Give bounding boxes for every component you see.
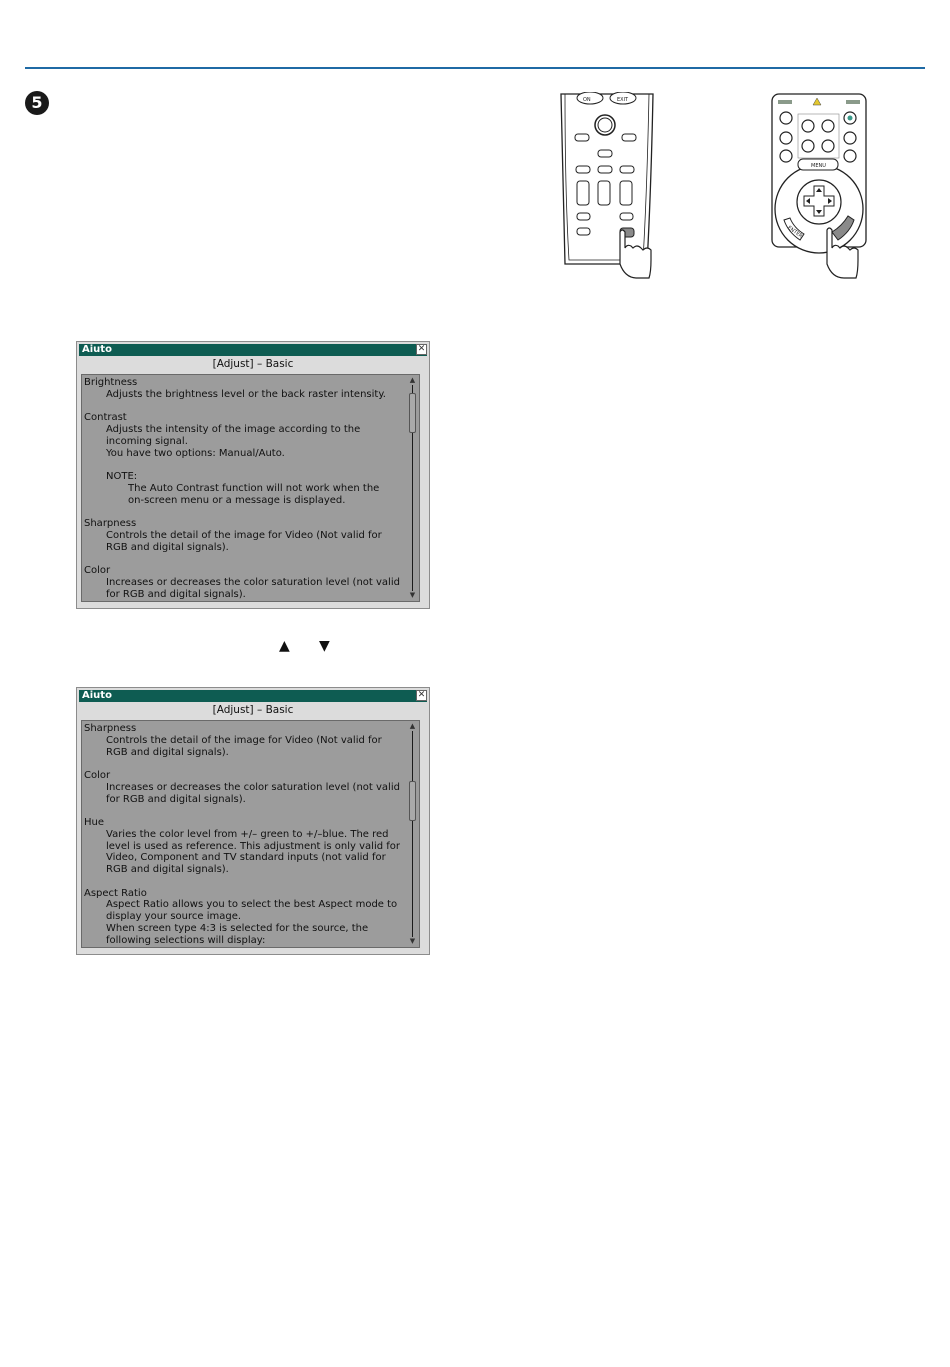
help-text <box>84 377 410 600</box>
scrollbar[interactable] <box>409 377 416 599</box>
help-text <box>84 723 410 946</box>
help-text-line: Video, Component and TV standard inputs (not valid for <box>106 852 386 864</box>
remote-left-label: ON <box>583 97 591 103</box>
help-topic-heading: Hue <box>84 817 105 828</box>
help-content-area[interactable] <box>81 720 420 948</box>
scroll-thumb[interactable] <box>409 781 416 821</box>
help-content-area[interactable] <box>81 374 420 602</box>
help-topic-heading: Sharpness <box>84 723 137 734</box>
help-text-line: for RGB and digital signals). <box>106 588 246 600</box>
scroll-up-arrow-icon[interactable]: ▲ <box>409 376 416 384</box>
help-text-line <box>84 553 410 565</box>
help-text-line <box>84 459 410 471</box>
remote-right-label: EXIT <box>617 97 629 103</box>
window-titlebar <box>79 344 427 356</box>
step-number-badge: 5 <box>25 91 49 115</box>
window-titlebar <box>79 690 427 702</box>
help-text-line: Adjusts the intensity of the image according to the <box>106 424 361 435</box>
window-subtitle: [Adjust] – Basic <box>212 358 294 370</box>
help-text-line: level is used as reference. This adjustment is only valid for <box>106 840 401 852</box>
scroll-down-arrow-icon[interactable]: ▼ <box>409 591 416 599</box>
help-text-line: NOTE: <box>106 471 138 482</box>
help-text-line <box>84 805 410 817</box>
scroll-down-arrow-icon[interactable]: ▼ <box>409 937 416 945</box>
remote-menu-label: MENU <box>811 163 826 169</box>
help-text-line: RGB and digital signals). <box>106 864 229 875</box>
remote-control-handheld-illustration <box>555 92 660 282</box>
window-subtitle: [Adjust] – Basic <box>212 704 294 716</box>
help-text-line <box>84 506 410 518</box>
help-text-line: You have two options: Manual/Auto. <box>106 447 285 459</box>
down-arrow-icon: ▼ <box>319 638 330 654</box>
help-text-line <box>84 876 410 888</box>
up-arrow-icon: ▲ <box>279 638 290 654</box>
close-icon[interactable]: ✕ <box>417 344 426 354</box>
help-text-line <box>84 758 410 770</box>
help-topic-heading: Sharpness <box>84 518 137 529</box>
help-text-line: incoming signal. <box>106 435 188 447</box>
help-topic-heading: Color <box>84 565 111 576</box>
help-text-line: Increases or decreases the color saturation level (not valid <box>106 781 400 793</box>
help-topic-heading: Contrast <box>84 412 127 424</box>
help-text-line: for RGB and digital signals). <box>106 793 246 805</box>
help-text-line: Controls the detail of the image for Video (Not valid for <box>106 734 382 746</box>
help-text-line <box>84 401 410 413</box>
help-topic-heading: Color <box>84 770 111 781</box>
help-text-line: display your source image. <box>106 911 242 922</box>
help-text-line: RGB and digital signals). <box>106 541 229 553</box>
scroll-thumb[interactable] <box>409 393 416 433</box>
help-text-line: Adjusts the brightness level or the back raster intensity. <box>106 388 386 400</box>
help-text-line: The Auto Contrast function will not work when the <box>128 482 380 494</box>
help-text-line: Aspect Ratio allows you to select the best Aspect mode to <box>106 899 398 911</box>
remote-control-panel-illustration <box>770 92 870 282</box>
remote-enter-label: ENTER <box>786 225 804 240</box>
header-rule <box>25 67 925 69</box>
help-topic-heading: Aspect Ratio <box>84 887 147 899</box>
help-text-line: following selections will display: <box>106 934 266 946</box>
scrollbar[interactable] <box>409 723 416 945</box>
close-icon[interactable]: ✕ <box>417 690 426 700</box>
help-text-line: Increases or decreases the color saturation level (not valid <box>106 576 400 588</box>
window-title: Aiuto <box>82 690 112 701</box>
help-text-line: RGB and digital signals). <box>106 746 229 758</box>
help-topic-heading: Brightness <box>84 377 138 388</box>
help-window-2 <box>76 687 430 955</box>
scroll-track <box>412 731 413 937</box>
help-text-line: on-screen menu or a message is displayed. <box>128 494 346 506</box>
help-window-1 <box>76 341 430 609</box>
help-text-line: Varies the color level from +/– green to +/–blue. The red <box>106 828 389 840</box>
help-text-line: Controls the detail of the image for Video (Not valid for <box>106 529 382 541</box>
help-text-line: When screen type 4:3 is selected for the source, the <box>106 922 369 934</box>
scroll-up-arrow-icon[interactable]: ▲ <box>409 722 416 730</box>
window-title: Aiuto <box>82 344 112 355</box>
